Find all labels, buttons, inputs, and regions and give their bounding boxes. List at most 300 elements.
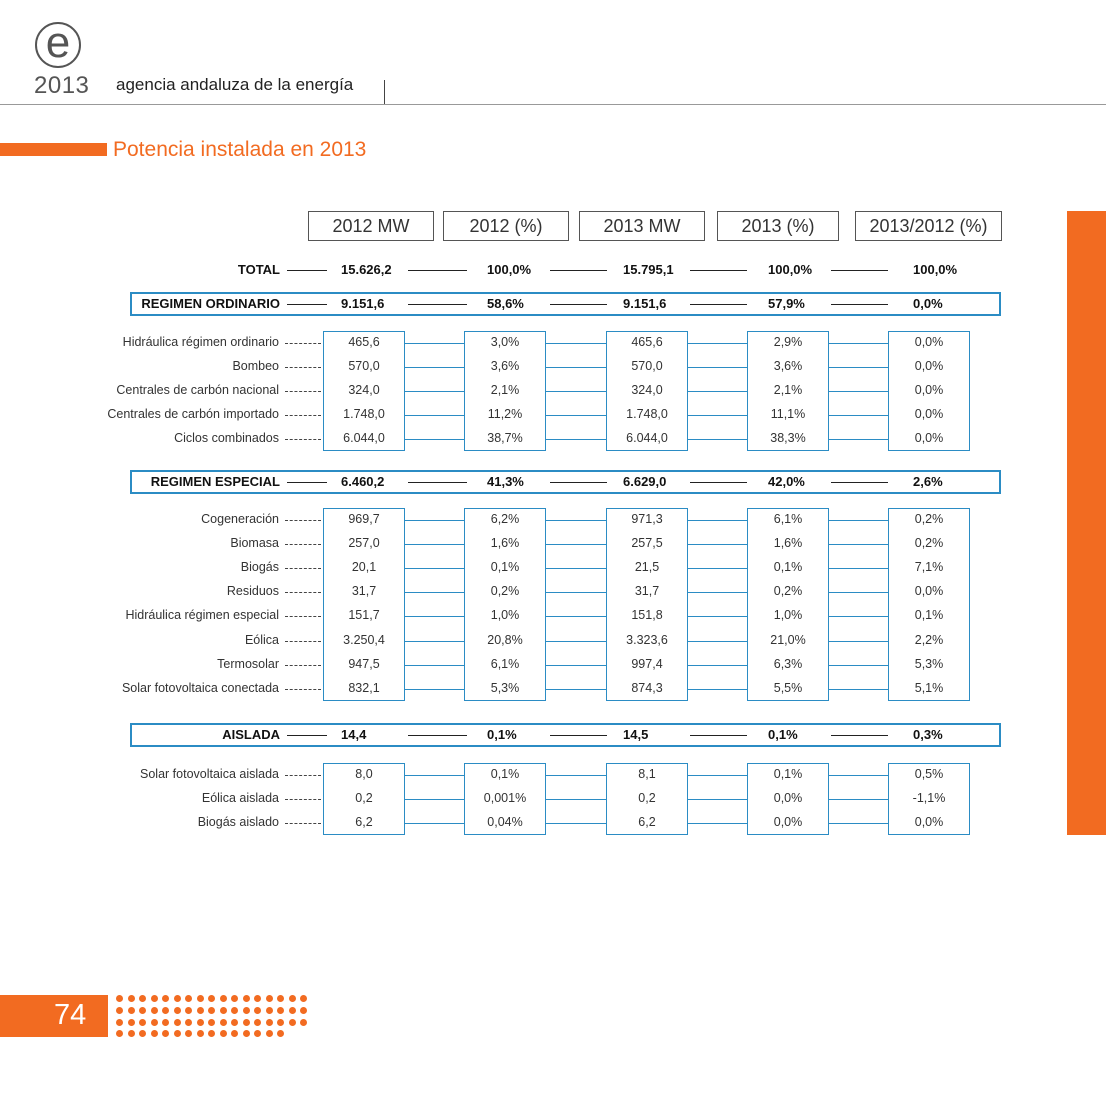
dot bbox=[185, 1007, 192, 1014]
row-connector bbox=[546, 391, 606, 392]
row-connector bbox=[829, 592, 888, 593]
row-connector bbox=[829, 665, 888, 666]
cell-value: 0,04% bbox=[487, 815, 523, 830]
cell-value: 21,5 bbox=[634, 560, 660, 575]
cell-value: 0,1% bbox=[490, 767, 520, 781]
row-connector bbox=[829, 641, 888, 642]
dot bbox=[139, 1007, 146, 1014]
group-row-value: 14,5 bbox=[623, 727, 649, 742]
cell-value: 8,0 bbox=[355, 767, 373, 781]
row-connector bbox=[688, 415, 747, 416]
row-connector bbox=[405, 616, 464, 617]
row-leader bbox=[285, 775, 321, 776]
group-row-connector bbox=[690, 482, 747, 483]
row-label: Residuos bbox=[226, 584, 279, 599]
cell-value: 31,7 bbox=[634, 584, 660, 599]
cell-value: 6,2 bbox=[355, 815, 373, 830]
group-row-connector bbox=[690, 735, 747, 736]
col-header-2013-pct: 2013 (%) bbox=[717, 211, 839, 241]
group-row-connector bbox=[690, 304, 747, 305]
cell-value: 257,5 bbox=[631, 536, 663, 551]
cell-value: 31,7 bbox=[351, 584, 377, 599]
row-leader bbox=[285, 520, 321, 521]
col-header-2012-mw: 2012 MW bbox=[308, 211, 434, 241]
group-row-connector bbox=[550, 304, 607, 305]
row-connector bbox=[688, 343, 747, 344]
row-connector bbox=[829, 343, 888, 344]
cell-value: 0,1% bbox=[773, 560, 803, 575]
group-row-connector bbox=[287, 482, 327, 483]
cell-value: 324,0 bbox=[631, 383, 663, 398]
col-header-variation: 2013/2012 (%) bbox=[855, 211, 1002, 241]
total-row-connector bbox=[550, 270, 607, 271]
group-row-connector bbox=[550, 735, 607, 736]
group-row-value: 41,3% bbox=[487, 474, 524, 489]
row-connector bbox=[546, 641, 606, 642]
cell-value: 1,0% bbox=[773, 608, 803, 623]
row-label: Hidráulica régimen especial bbox=[125, 608, 279, 623]
dot bbox=[208, 995, 215, 1002]
group-row-value: 9.151,6 bbox=[623, 296, 667, 311]
row-label: Eólica bbox=[244, 632, 279, 647]
dot bbox=[231, 1030, 238, 1037]
dot bbox=[220, 995, 227, 1002]
row-connector bbox=[405, 775, 464, 776]
row-connector bbox=[688, 568, 747, 569]
group-row-value: 42,0% bbox=[768, 474, 805, 489]
cell-value: 1,6% bbox=[773, 536, 803, 551]
dot bbox=[266, 1007, 273, 1014]
cell-value: 0,0% bbox=[914, 407, 944, 422]
dot bbox=[277, 995, 284, 1002]
dot bbox=[289, 1007, 296, 1014]
cell-value: 3.323,6 bbox=[626, 632, 668, 647]
row-connector bbox=[688, 520, 747, 521]
row-connector bbox=[405, 799, 464, 800]
group-row-connector bbox=[408, 304, 467, 305]
row-connector bbox=[405, 520, 464, 521]
side-accent-bar bbox=[1067, 211, 1106, 835]
dot bbox=[197, 995, 204, 1002]
dot bbox=[128, 995, 135, 1002]
row-connector bbox=[688, 665, 747, 666]
dot bbox=[243, 1007, 250, 1014]
dot bbox=[197, 1019, 204, 1026]
row-connector bbox=[546, 367, 606, 368]
cell-value: 151,7 bbox=[348, 608, 380, 623]
cell-value: 257,0 bbox=[348, 536, 380, 551]
row-label: Bombeo bbox=[232, 359, 279, 374]
row-connector bbox=[546, 823, 606, 824]
group-row-connector bbox=[831, 735, 888, 736]
dot bbox=[162, 1007, 169, 1014]
dot bbox=[289, 995, 296, 1002]
dot bbox=[266, 1030, 273, 1037]
row-connector bbox=[546, 665, 606, 666]
cell-value: 1.748,0 bbox=[343, 407, 385, 422]
dot bbox=[128, 1019, 135, 1026]
cell-value: 971,3 bbox=[631, 512, 663, 526]
dot bbox=[254, 1007, 261, 1014]
total-row-connector bbox=[287, 270, 327, 271]
dot bbox=[116, 1030, 123, 1037]
group-row-value: 57,9% bbox=[768, 296, 805, 311]
row-connector bbox=[405, 641, 464, 642]
row-connector bbox=[546, 415, 606, 416]
row-connector bbox=[405, 439, 464, 440]
dot bbox=[231, 1019, 238, 1026]
cell-value: 0,0% bbox=[914, 335, 944, 349]
row-leader bbox=[285, 592, 321, 593]
cell-value: 38,3% bbox=[770, 431, 806, 446]
dot bbox=[151, 1030, 158, 1037]
total-row-value: 100,0% bbox=[913, 262, 958, 277]
dot bbox=[208, 1007, 215, 1014]
row-connector bbox=[405, 544, 464, 545]
cell-value: 5,5% bbox=[773, 680, 803, 695]
dot bbox=[277, 1030, 284, 1037]
group-row-label: REGIMEN ESPECIAL bbox=[150, 474, 280, 489]
cell-value: 0,0% bbox=[914, 359, 944, 374]
group-row-label: REGIMEN ORDINARIO bbox=[141, 296, 280, 311]
total-row-value: 100,0% bbox=[487, 262, 532, 277]
dot bbox=[174, 1007, 181, 1014]
row-label: Cogeneración bbox=[201, 512, 279, 526]
dot bbox=[289, 1019, 296, 1026]
cell-value: 1.748,0 bbox=[626, 407, 668, 422]
cell-value: 2,1% bbox=[490, 383, 520, 398]
row-connector bbox=[829, 544, 888, 545]
total-row-value: 100,0% bbox=[768, 262, 813, 277]
dot bbox=[185, 1019, 192, 1026]
dot bbox=[266, 995, 273, 1002]
row-connector bbox=[405, 415, 464, 416]
page-number: 74 bbox=[54, 999, 87, 1031]
cell-value: 324,0 bbox=[348, 383, 380, 398]
row-leader bbox=[285, 823, 321, 824]
row-connector bbox=[688, 439, 747, 440]
row-connector bbox=[546, 343, 606, 344]
cell-value: 570,0 bbox=[348, 359, 380, 374]
total-row-value: 15.795,1 bbox=[623, 262, 674, 277]
row-leader bbox=[285, 568, 321, 569]
cell-value: 3,6% bbox=[773, 359, 803, 374]
cell-value: 20,1 bbox=[351, 560, 377, 575]
cell-value: 38,7% bbox=[487, 431, 523, 446]
row-connector bbox=[546, 544, 606, 545]
row-connector bbox=[405, 568, 464, 569]
row-connector bbox=[405, 343, 464, 344]
dot bbox=[300, 1007, 307, 1014]
dot bbox=[197, 1007, 204, 1014]
cell-value: 874,3 bbox=[631, 680, 663, 695]
row-leader bbox=[285, 799, 321, 800]
group-row-value: 9.151,6 bbox=[341, 296, 385, 311]
group-row-value: 0,3% bbox=[913, 727, 943, 742]
cell-value: 0,0% bbox=[914, 383, 944, 398]
dot bbox=[243, 995, 250, 1002]
cell-value: 6,2 bbox=[638, 815, 656, 830]
col-header-2012-pct: 2012 (%) bbox=[443, 211, 569, 241]
row-connector bbox=[405, 823, 464, 824]
cell-value: 11,2% bbox=[487, 407, 523, 422]
dot bbox=[128, 1007, 135, 1014]
dot bbox=[266, 1019, 273, 1026]
dot bbox=[174, 1030, 181, 1037]
group-row-connector bbox=[408, 735, 467, 736]
row-connector bbox=[546, 568, 606, 569]
cell-value: 20,8% bbox=[487, 632, 523, 647]
group-row-value: 2,6% bbox=[913, 474, 943, 489]
group-row-value: 14,4 bbox=[341, 727, 367, 742]
dot bbox=[174, 1019, 181, 1026]
row-connector bbox=[829, 689, 888, 690]
cell-value: 0,0% bbox=[914, 815, 944, 830]
page-title: Potencia instalada en 2013 bbox=[113, 138, 367, 161]
total-row-value: 15.626,2 bbox=[341, 262, 392, 277]
row-label: Biomasa bbox=[230, 536, 279, 551]
row-connector bbox=[829, 799, 888, 800]
row-label: Centrales de carbón nacional bbox=[116, 383, 279, 398]
cell-value: 6,3% bbox=[773, 656, 803, 671]
dot bbox=[220, 1007, 227, 1014]
dot bbox=[254, 995, 261, 1002]
dot bbox=[139, 1030, 146, 1037]
cell-value: -1,1% bbox=[912, 791, 946, 806]
dot bbox=[254, 1019, 261, 1026]
dot bbox=[254, 1030, 261, 1037]
cell-value: 0,0% bbox=[773, 815, 803, 830]
cell-value: 2,9% bbox=[773, 335, 803, 349]
dot bbox=[300, 995, 307, 1002]
row-leader bbox=[285, 439, 321, 440]
row-leader bbox=[285, 641, 321, 642]
cell-value: 6,1% bbox=[490, 656, 520, 671]
cell-value: 0,1% bbox=[773, 767, 803, 781]
cell-value: 0,0% bbox=[773, 791, 803, 806]
header-divider-tick bbox=[384, 80, 385, 104]
cell-value: 6.044,0 bbox=[626, 431, 668, 446]
row-connector bbox=[688, 592, 747, 593]
row-connector bbox=[688, 641, 747, 642]
cell-value: 1,6% bbox=[490, 536, 520, 551]
row-connector bbox=[688, 689, 747, 690]
row-connector bbox=[546, 689, 606, 690]
cell-value: 5,3% bbox=[490, 680, 520, 695]
cell-value: 2,2% bbox=[914, 632, 944, 647]
row-leader bbox=[285, 544, 321, 545]
row-label: Eólica aislada bbox=[201, 791, 279, 806]
dot bbox=[231, 1007, 238, 1014]
dot bbox=[185, 1030, 192, 1037]
row-connector bbox=[688, 616, 747, 617]
row-connector bbox=[829, 616, 888, 617]
row-connector bbox=[546, 799, 606, 800]
row-leader bbox=[285, 616, 321, 617]
cell-value: 0,1% bbox=[914, 608, 944, 623]
row-connector bbox=[546, 592, 606, 593]
row-label: Hidráulica régimen ordinario bbox=[122, 335, 279, 349]
row-connector bbox=[405, 367, 464, 368]
col-header-2013-mw: 2013 MW bbox=[579, 211, 705, 241]
group-row-connector bbox=[287, 304, 327, 305]
total-row-connector bbox=[690, 270, 747, 271]
cell-value: 5,1% bbox=[914, 680, 944, 695]
cell-value: 8,1 bbox=[638, 767, 656, 781]
total-row-connector bbox=[408, 270, 467, 271]
cell-value: 3,6% bbox=[490, 359, 520, 374]
dot bbox=[128, 1030, 135, 1037]
row-leader bbox=[285, 689, 321, 690]
group-row-connector bbox=[550, 482, 607, 483]
row-leader bbox=[285, 415, 321, 416]
dot bbox=[277, 1007, 284, 1014]
row-label: Biogás bbox=[240, 560, 279, 575]
header-rule bbox=[0, 104, 1106, 105]
row-connector bbox=[829, 391, 888, 392]
cell-value: 0,2 bbox=[638, 791, 656, 806]
row-connector bbox=[688, 391, 747, 392]
group-row-connector bbox=[831, 304, 888, 305]
dot bbox=[208, 1030, 215, 1037]
cell-value: 0,0% bbox=[914, 431, 944, 446]
row-connector bbox=[546, 520, 606, 521]
row-connector bbox=[688, 367, 747, 368]
cell-value: 465,6 bbox=[348, 335, 380, 349]
dot bbox=[139, 1019, 146, 1026]
row-connector bbox=[405, 592, 464, 593]
dot bbox=[151, 1007, 158, 1014]
row-connector bbox=[405, 391, 464, 392]
dot bbox=[174, 995, 181, 1002]
row-connector bbox=[688, 775, 747, 776]
cell-value: 947,5 bbox=[348, 656, 380, 671]
dot bbox=[162, 1019, 169, 1026]
dot bbox=[220, 1019, 227, 1026]
cell-value: 0,2% bbox=[490, 584, 520, 599]
cell-value: 969,7 bbox=[348, 512, 380, 526]
group-row-value: 6.460,2 bbox=[341, 474, 385, 489]
total-row-connector bbox=[831, 270, 888, 271]
group-row-connector bbox=[408, 482, 467, 483]
row-leader bbox=[285, 343, 321, 344]
cell-value: 7,1% bbox=[914, 560, 944, 575]
group-row-value: 58,6% bbox=[487, 296, 524, 311]
cell-value: 6,1% bbox=[773, 512, 803, 526]
dot bbox=[139, 995, 146, 1002]
dot bbox=[220, 1030, 227, 1037]
cell-value: 2,1% bbox=[773, 383, 803, 398]
dot bbox=[116, 995, 123, 1002]
row-connector bbox=[829, 520, 888, 521]
dot bbox=[300, 1019, 307, 1026]
cell-value: 21,0% bbox=[770, 632, 806, 647]
dot bbox=[185, 995, 192, 1002]
dot bbox=[151, 1019, 158, 1026]
row-connector bbox=[688, 799, 747, 800]
cell-value: 0,0% bbox=[914, 584, 944, 599]
row-label: Termosolar bbox=[217, 656, 279, 671]
cell-value: 151,8 bbox=[631, 608, 663, 623]
group-row-label: AISLADA bbox=[222, 727, 280, 742]
row-label: Solar fotovoltaica aislada bbox=[140, 767, 279, 781]
cell-value: 1,0% bbox=[490, 608, 520, 623]
row-leader bbox=[285, 391, 321, 392]
dot bbox=[231, 995, 238, 1002]
row-connector bbox=[546, 616, 606, 617]
cell-value: 0,2% bbox=[773, 584, 803, 599]
dot bbox=[116, 1007, 123, 1014]
cell-value: 6,2% bbox=[490, 512, 520, 526]
agency-name: agencia andaluza de la energía bbox=[116, 75, 354, 94]
total-row-label: TOTAL bbox=[237, 262, 280, 277]
group-row-value: 6.629,0 bbox=[623, 474, 667, 489]
dot bbox=[116, 1019, 123, 1026]
row-connector bbox=[546, 439, 606, 440]
cell-value: 832,1 bbox=[348, 680, 380, 695]
row-connector bbox=[829, 775, 888, 776]
year-label: 2013 bbox=[34, 72, 90, 99]
row-leader bbox=[285, 665, 321, 666]
dot bbox=[162, 1030, 169, 1037]
title-accent-bar bbox=[0, 143, 107, 156]
row-connector bbox=[829, 568, 888, 569]
row-label: Solar fotovoltaica conectada bbox=[121, 680, 279, 695]
cell-value: 11,1% bbox=[770, 407, 806, 422]
cell-value: 997,4 bbox=[631, 656, 663, 671]
cell-value: 0,2 bbox=[355, 791, 373, 806]
row-label: Biogás aislado bbox=[197, 815, 279, 830]
dot bbox=[243, 1019, 250, 1026]
dot bbox=[277, 1019, 284, 1026]
row-label: Ciclos combinados bbox=[174, 431, 279, 446]
group-row-value: 0,1% bbox=[487, 727, 517, 742]
cell-value: 0,5% bbox=[914, 767, 944, 781]
row-connector bbox=[688, 544, 747, 545]
row-connector bbox=[405, 665, 464, 666]
cell-value: 0,2% bbox=[914, 512, 944, 526]
group-row-value: 0,0% bbox=[913, 296, 943, 311]
group-row-connector bbox=[287, 735, 327, 736]
cell-value: 0,2% bbox=[914, 536, 944, 551]
cell-value: 3.250,4 bbox=[343, 632, 385, 647]
row-connector bbox=[546, 775, 606, 776]
row-leader bbox=[285, 367, 321, 368]
cell-value: 3,0% bbox=[490, 335, 520, 349]
group-row-value: 0,1% bbox=[768, 727, 798, 742]
row-connector bbox=[829, 367, 888, 368]
cell-value: 570,0 bbox=[631, 359, 663, 374]
dot bbox=[197, 1030, 204, 1037]
row-connector bbox=[688, 823, 747, 824]
row-connector bbox=[405, 689, 464, 690]
row-label: Centrales de carbón importado bbox=[107, 407, 279, 422]
logo-e-icon: e bbox=[35, 22, 81, 68]
dot bbox=[151, 995, 158, 1002]
dot bbox=[243, 1030, 250, 1037]
cell-value: 465,6 bbox=[631, 335, 663, 349]
row-connector bbox=[829, 439, 888, 440]
cell-value: 6.044,0 bbox=[343, 431, 385, 446]
row-connector bbox=[829, 823, 888, 824]
group-row-connector bbox=[831, 482, 888, 483]
dot bbox=[208, 1019, 215, 1026]
cell-value: 5,3% bbox=[914, 656, 944, 671]
cell-value: 0,001% bbox=[483, 791, 527, 806]
row-connector bbox=[829, 415, 888, 416]
dot bbox=[162, 995, 169, 1002]
cell-value: 0,1% bbox=[490, 560, 520, 575]
